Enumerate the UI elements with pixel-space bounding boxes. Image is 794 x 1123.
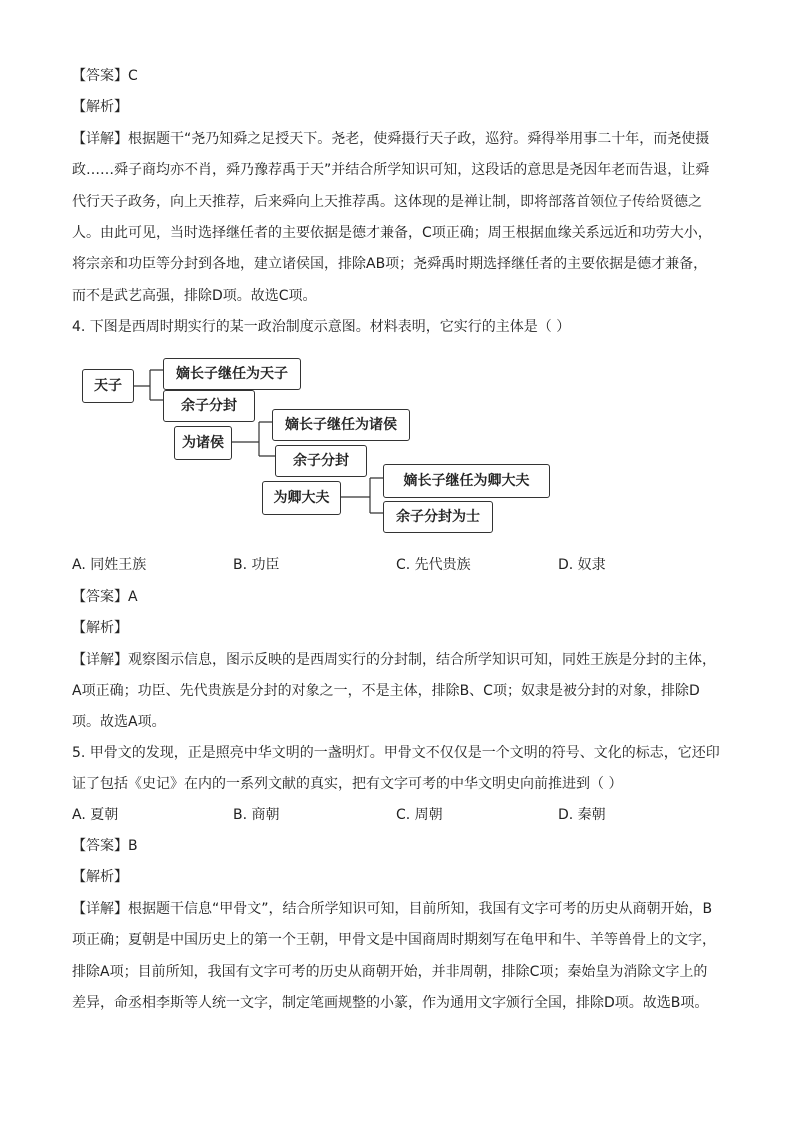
q5-detail-line: 差异，命丞相李斯等人统一文字，制定笔画规整的小篆，作为通用文字颁行全国，排除D项。故选B项。 <box>72 995 709 1011</box>
q5-option-d: D. 秦朝 <box>558 807 606 823</box>
q5-detail-line: 排除A项；目前所知，我国有文字可考的历史从商朝开始，并非周朝，排除C项；秦始皇为消除文字上的 <box>72 964 708 980</box>
tianzi-heir-box: 嫡长子继任为天子 <box>163 358 301 390</box>
qingdafu-rest-box: 余子分封为士 <box>383 501 493 533</box>
q4-option-a: A. 同姓王族 <box>72 557 147 573</box>
q4-answer: 【答案】A <box>72 589 138 605</box>
q5-option-b: B. 商朝 <box>233 807 280 823</box>
q5-analysis-heading: 【解析】 <box>72 869 128 885</box>
q5-answer: 【答案】B <box>72 838 138 854</box>
q5-detail-line: 【详解】根据题干信息“甲骨文”，结合所学知识可知，目前所知，我国有文字可考的历史从商朝开始，B <box>72 901 713 917</box>
qingdafu-heir-box: 嫡长子继任为卿大夫 <box>383 464 550 498</box>
q5-detail-line: 项正确；夏朝是中国历史上的第一个王朝，甲骨文是中国商周时期刻写在龟甲和牛、羊等兽骨上的文字， <box>72 932 716 948</box>
q5-stem-line: 5. 甲骨文的发现，正是照亮中华文明的一盏明灯。甲骨文不仅仅是一个文明的符号、文化的标志，它还印 <box>72 745 720 761</box>
q3-detail-line: 【详解】根据题干“尧乃知舜之足授天下。尧老，使舜摄行天子政，巡狩。舜得举用事二十年，而尧使摄 <box>72 131 710 147</box>
tianzi-rest-box: 余子分封 <box>163 390 255 422</box>
q4-detail-line: 项。故选A项。 <box>72 714 166 730</box>
q3-detail-line: 将宗亲和功臣等分封到各地，建立诸侯国，排除AB项；尧舜禹时期选择继任者的主要依据是德才兼备， <box>72 256 708 272</box>
q5-option-a: A. 夏朝 <box>72 807 119 823</box>
q3-detail-line: 而不是武艺高强，排除D项。故选C项。 <box>72 288 317 304</box>
q4-option-d: D. 奴隶 <box>558 557 606 573</box>
q3-detail-line: 人。由此可见，当时选择继任者的主要依据是德才兼备，C项正确；周王根据血缘关系远近和功劳大小， <box>72 225 712 241</box>
zhuhou-heir-box: 嫡长子继任为诸侯 <box>272 409 410 441</box>
q4-detail-line: 【详解】观察图示信息，图示反映的是西周实行的分封制，结合所学知识可知，同姓王族是分封的主体， <box>72 652 716 668</box>
q4-analysis-heading: 【解析】 <box>72 620 128 636</box>
connector-tianzi <box>134 370 163 400</box>
tianzi-box: 天子 <box>82 369 134 403</box>
q3-detail-line: 代行天子政务，向上天推荐，后来舜向上天推荐禹。这体现的是禅让制，即将部落首领位子传给贤德之 <box>72 194 702 210</box>
q4-option-b: B. 功臣 <box>233 557 280 573</box>
q3-analysis-heading: 【解析】 <box>72 99 128 115</box>
q5-option-c: C. 周朝 <box>396 807 443 823</box>
q5-stem-line: 证了包括《史记》在内的一系列文献的真实，把有文字可考的中华文明史向前推进到（ ） <box>72 776 623 792</box>
q4-option-c: C. 先代贵族 <box>396 557 471 573</box>
zhuhou-box: 为诸侯 <box>174 426 232 460</box>
q4-stem: 4. 下图是西周时期实行的某一政治制度示意图。材料表明，它实行的主体是（ ） <box>72 319 571 335</box>
q3-answer: 【答案】C <box>72 68 138 84</box>
qingdafu-box: 为卿大夫 <box>262 481 341 515</box>
connector-qingdafu <box>341 478 383 513</box>
connector-zhuhou <box>232 422 275 456</box>
q4-detail-line: A项正确；功臣、先代贵族是分封的对象之一，不是主体，排除B、C项；奴隶是被分封的对象，排除D <box>72 683 700 699</box>
zhuhou-rest-box: 余子分封 <box>275 445 367 477</box>
q3-detail-line: 政……舜子商均亦不肖，舜乃豫荐禹于天”并结合所学知识可知，这段话的意思是尧因年老而告退，让舜 <box>72 162 710 178</box>
